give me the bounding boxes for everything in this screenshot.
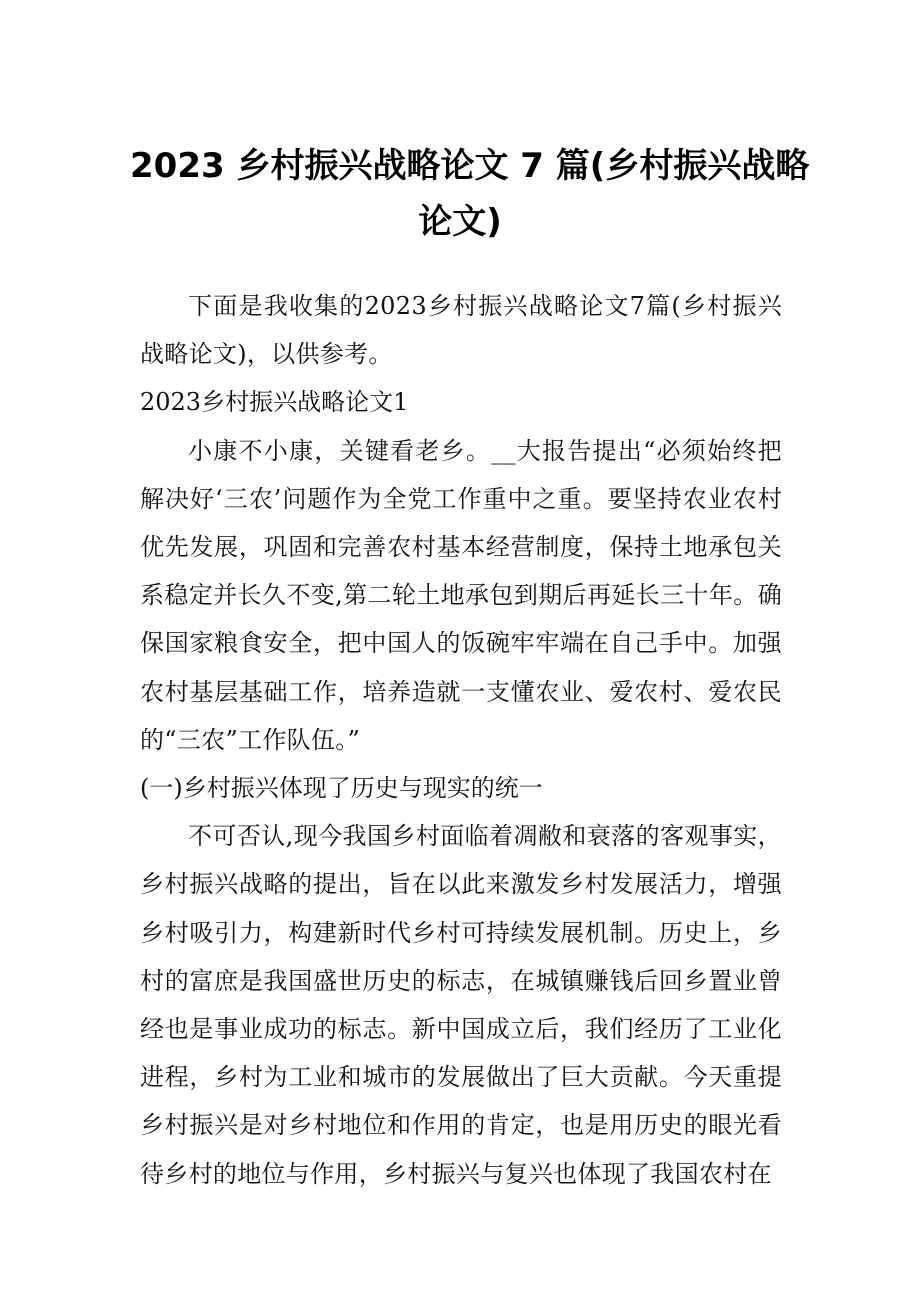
document-body xyxy=(140,282,782,1198)
intro-paragraph: 下面是我收集的2023乡村振兴战略论文7篇(乡村振兴战略论文)，以供参考。 xyxy=(140,292,782,369)
title-line-2: 论文) xyxy=(418,202,502,242)
sub-heading: (一)乡村振兴体现了历史与现实的统一 xyxy=(140,774,543,803)
document-title xyxy=(130,138,810,250)
body-paragraph: 小康不小康，关键看老乡。__大报告提出“必须始终把解决好‘三农’问题作为全党工作重中之重。要坚持农业农村优先发展，巩固和完善农村基本经营制度，保持土地承包关系稳定并长久不变,第二轮土地承包到期后再延长三十年。确保国家粮食安全，把中国人的饭碗牢牢端在自己手中。加强农村基层基础工作，培养造就一支懂农业、爱农村、爱农民的“三农”工作队伍。” xyxy=(140,436,782,754)
section-heading: 2023乡村振兴战略论文1 xyxy=(140,388,409,417)
body-paragraph: 不可否认,现今我国乡村面临着凋敝和衰落的客观事实，乡村振兴战略的提出，旨在以此来激发乡村发展活力，增强乡村吸引力，构建新时代乡村可持续发展机制。历史上，乡村的富庶是我国盛世历史的标志，在城镇赚钱后回乡置业曾经也是事业成功的标志。新中国成立后，我们经历了工业化进程，乡村为工业和城市的发展做出了巨大贡献。今天重提乡村振兴是对乡村地位和作用的肯定，也是用历史的眼光看待乡村的地位与作用，乡村振兴与复兴也体现了我国农村在 xyxy=(140,822,782,1188)
title-line-1: 2023 乡村振兴战略论文 7 篇(乡村振兴战略 xyxy=(130,146,810,186)
